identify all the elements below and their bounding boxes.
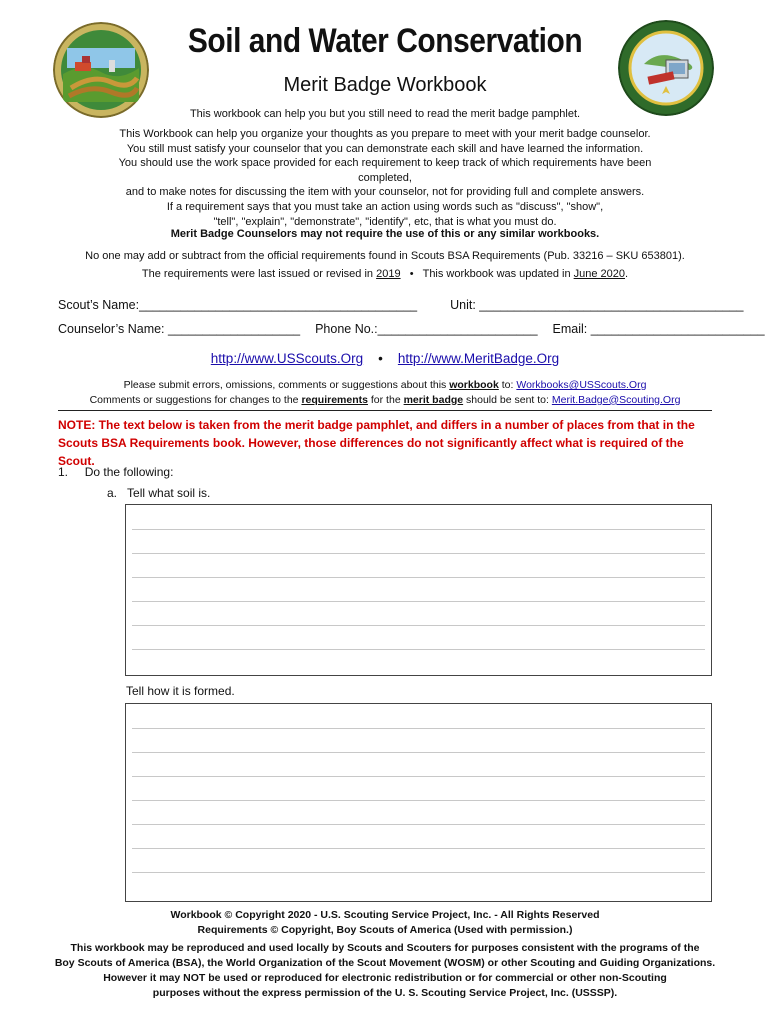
submit-merit-badge-word: merit badge — [403, 393, 464, 406]
meritbadge-link[interactable]: http://www.MeritBadge.Org — [397, 351, 560, 366]
intro-paragraph-line: If a requirement says that you must take an action using words such as "discuss", "show", — [166, 200, 604, 213]
counselor-name-field[interactable]: ___________________ — [168, 322, 301, 336]
issued-prefix: The requirements were last issued or revised in — [141, 268, 374, 280]
counselor-name-label: Counselor’s Name: — [58, 322, 165, 336]
phone-label: Phone No.: — [315, 322, 378, 336]
ruled-line — [132, 848, 705, 849]
intro-paragraph-line: and to make notes for discussing the item with your counselor, not for providing full and complete answers. — [125, 186, 645, 199]
intro-paragraph — [95, 127, 675, 229]
bullet-separator: • — [409, 268, 414, 280]
updated-suffix: . — [625, 268, 629, 280]
ruled-line — [132, 529, 705, 530]
submit-feedback-info — [0, 378, 770, 407]
scout-name-label: Scout’s Name: — [58, 298, 140, 312]
ruled-line — [132, 800, 705, 801]
requirement-number: 1. — [58, 465, 69, 479]
counselor-info-row — [58, 322, 765, 336]
ruled-line — [132, 776, 705, 777]
submit-line2-sent: should be sent to: — [466, 393, 549, 406]
unit-label: Unit: — [450, 298, 476, 312]
submit-workbook-word: workbook — [449, 379, 499, 391]
page-subtitle: Merit Badge Workbook — [283, 74, 487, 96]
scout-name-field[interactable]: ________________________________________ — [139, 298, 418, 312]
copyright-footer — [0, 908, 770, 1001]
updated-date: June 2020 — [573, 268, 626, 280]
footer-line: Boy Scouts of America (BSA), the World Organization of the Scout Movement (WOSM) or other Scouting and Guiding Organizations. — [54, 957, 716, 969]
intro-paragraph-line: You still must satisfy your counselor that you can demonstrate each skill and have learned the information. — [126, 142, 644, 155]
pamphlet-note: NOTE: The text below is taken from the merit badge pamphlet, and differs in a number of places from that in the Scouts BSA Requirements book. However, those differences do not significantly affect what is required of the Scout. — [58, 418, 695, 468]
website-links — [0, 351, 770, 366]
ruled-line — [132, 625, 705, 626]
requirement-1a-followup: Tell how it is formed. — [126, 684, 235, 698]
page-title: Soil and Water Conservation — [187, 22, 583, 60]
submit-line2-text: Comments or suggestions for changes to the — [89, 393, 299, 406]
ruled-line — [132, 577, 705, 578]
requirement-letter: a. — [107, 486, 118, 500]
email-label: Email: — [552, 322, 588, 336]
submit-requirements-word: requirements — [301, 393, 368, 406]
links-separator: • — [378, 351, 383, 366]
email-field[interactable]: _________________________ — [590, 322, 765, 336]
ruled-line — [132, 752, 705, 753]
issued-year: 2019 — [376, 268, 401, 280]
footer-line: Requirements © Copyright, Boy Scouts of America (Used with permission.) — [197, 924, 573, 936]
footer-line: This workbook may be reproduced and used locally by Scouts and Scouters for purposes consistent with the programs of the — [70, 942, 700, 954]
intro-paragraph-line: You should use the work space provided for each requirement to keep track of which requirements have been completed, — [118, 157, 652, 184]
ruled-line — [132, 649, 705, 650]
answer-box-formation[interactable] — [125, 703, 712, 902]
submit-line-requirements — [0, 393, 770, 408]
workbooks-email-link[interactable]: Workbooks@USScouts.Org — [516, 379, 647, 391]
intro-paragraph-line: This Workbook can help you organize your thoughts as you prepare to meet with your merit badge counselor. — [119, 128, 651, 140]
scout-info-row — [58, 298, 743, 312]
footer-line: purposes without the express permission of the U. S. Scouting Service Project, Inc. (USSSP). — [152, 987, 618, 999]
ruled-line — [132, 824, 705, 825]
submit-line1-text: Please submit errors, omissions, comments or suggestions about this — [123, 379, 447, 391]
requirement-1a — [107, 486, 210, 500]
counselor-note: Merit Badge Counselors may not require the use of this or any similar workbooks. — [170, 228, 600, 240]
ruled-line — [132, 872, 705, 873]
requirement-text: Do the following: — [84, 465, 174, 479]
ruled-line — [132, 601, 705, 602]
requirement-1 — [58, 465, 173, 479]
submit-line1-to: to: — [501, 379, 514, 391]
answer-box-soil[interactable] — [125, 504, 712, 676]
intro-line: This workbook can help you but you still need to read the merit badge pamphlet. — [189, 108, 581, 120]
unit-field[interactable]: ______________________________________ — [479, 298, 744, 312]
submit-line-workbook — [0, 378, 770, 393]
merit-badge-email-link[interactable]: Merit.Badge@Scouting.Org — [551, 393, 681, 406]
intro-paragraph-line: "tell", "explain", "demonstrate", "identify", etc, that is what you must do. — [213, 215, 557, 228]
no-add-subtract-note: No one may add or subtract from the official requirements found in Scouts BSA Requirements (Pub. 33216 – SKU 653801). — [85, 250, 685, 262]
section-divider — [58, 410, 712, 411]
ruled-line — [132, 553, 705, 554]
submit-line2-for: for the — [370, 393, 401, 406]
footer-line: Workbook © Copyright 2020 - U.S. Scouting Service Project, Inc. - All Rights Reserved — [170, 909, 600, 921]
updated-prefix: This workbook was updated in — [422, 268, 571, 280]
usscouts-link[interactable]: http://www.USScouts.Org — [210, 351, 364, 366]
footer-line: However it may NOT be used or reproduced for electronic redistribution or for commercial or other non-Scouting — [103, 972, 667, 984]
requirement-text: Tell what soil is. — [127, 486, 211, 500]
phone-field[interactable]: _______________________ — [377, 322, 538, 336]
ruled-line — [132, 728, 705, 729]
issued-line — [0, 268, 770, 280]
